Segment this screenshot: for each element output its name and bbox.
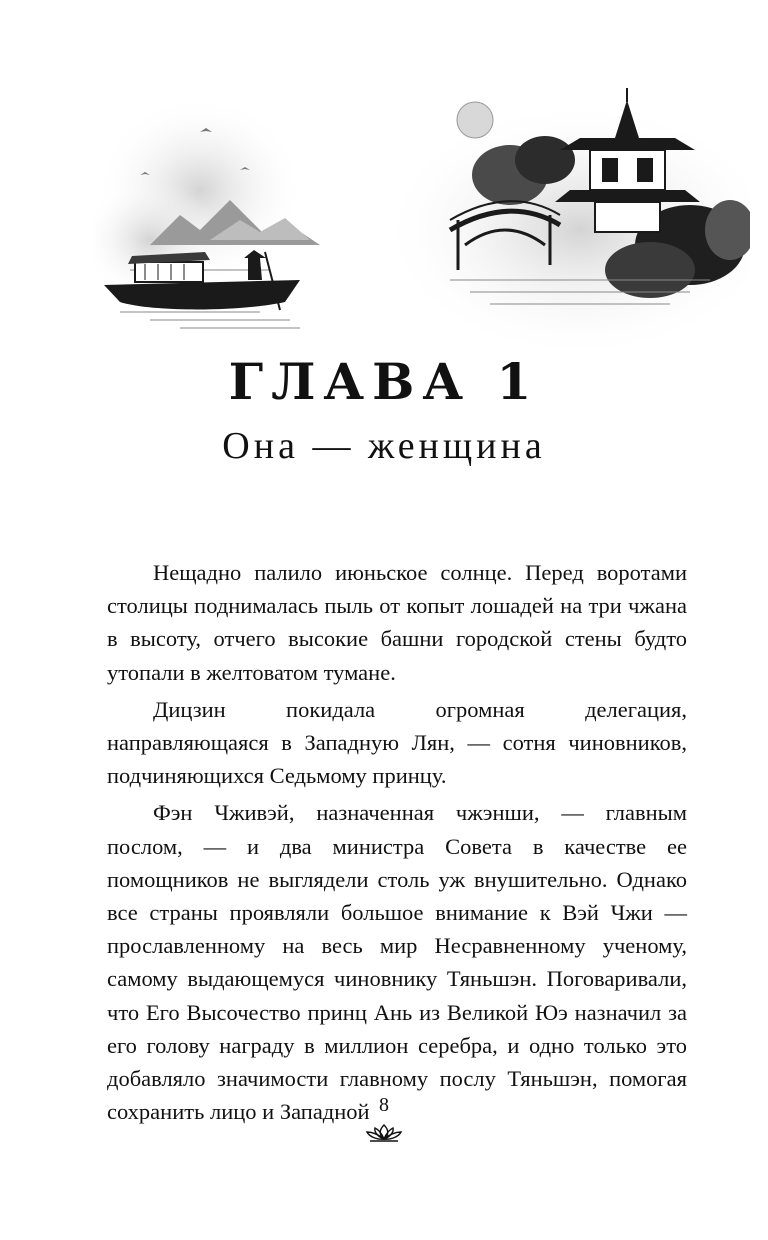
chapter-illustration: [90, 80, 750, 350]
lotus-icon: [364, 1122, 404, 1142]
page-number: 8: [379, 1094, 389, 1116]
paragraph: Дицзин покидала огромная делегация, направляющаяся в Западную Лян, — сотня чиновников, подчиняющихся Седьмому принцу.: [107, 696, 687, 789]
chapter-heading: ГЛАВА 1: [228, 352, 540, 411]
chapter-subtitle: Она — женщина: [222, 425, 546, 467]
paragraph: Нещадно палило июньское солнце. Перед воротами столицы поднималась пыль от копыт лошадей на три чжана в высоту, отчего высокие башни городской стены будто утопали в желтоватом тумане.: [107, 560, 687, 685]
body-text: [107, 556, 687, 1132]
moon: [457, 102, 493, 138]
paragraph: Фэн Чживэй, назначенная чжэнши, — главным послом, — и два министра Совета в качестве ее помощников не выглядели столь уж внушительно. Однако все страны проявляли большое внимание к Вэй Чжи — прославленному на весь мир Несравненному ученому, самому выдающемуся чиновнику Тяньшэн. Поговаривали, что Его Высочество принц Ань из Великой Юэ назначил за его голову награду в миллион серебра, и одно только это добавляло значимости главному послу Тяньшэн, помогая сохранить лицо и Западной: [107, 800, 687, 1125]
